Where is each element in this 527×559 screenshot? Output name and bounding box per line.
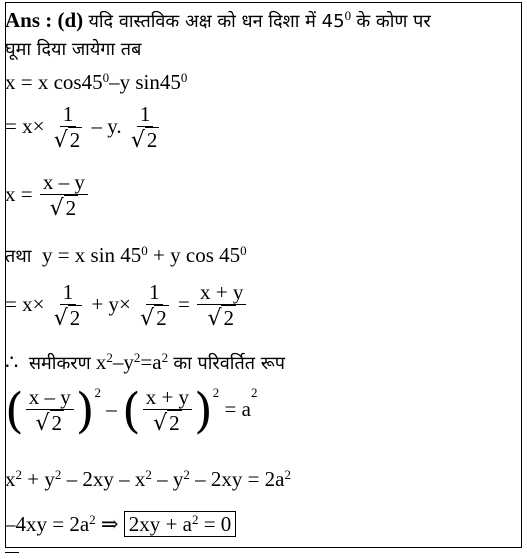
equation-8: $x^2 + y^2 - 2xy - x^2 - y^2 - 2xy = 2a^2$	[5, 467, 292, 491]
equation-5: = x× $\frac{1}{√2}$ + y× $\frac{1}{√2}$ = $\frac{x + y}{√2}$	[5, 280, 248, 332]
fraction: $\frac{x - y}{√2}$	[40, 170, 88, 222]
equation-3: x = $\frac{x - y}{√2}$	[5, 170, 90, 222]
fraction: $\frac{x - y}{√2}$	[26, 385, 74, 437]
equation-2: = x× $\frac{1}{√2}$ – y. $\frac{1}{√2}$	[5, 102, 163, 154]
equation-9: $-4xy = 2a^2$ ⇒ $2xy + a^2 = 0$	[5, 512, 236, 536]
ans-label: Ans : (d)	[5, 8, 84, 32]
equation-7: ( $\frac{x - y}{√2}$ )$^2$ – ( $\frac{x + y}{√2}$ )$^2 = a^2$	[5, 383, 258, 439]
fraction: $\frac{1}{√2}$	[140, 280, 167, 331]
line1-hindi: यदि वास्तविक अक्ष को धन दिशा में 45	[88, 11, 345, 32]
equation-6: ∴ समीकरण $x^2-y^2=a^2$ का परिवर्तित रूप	[5, 350, 285, 374]
answer-heading-line: Ans : (d) यदि वास्तविक अक्ष को धन दिशा में $45^0$ के कोण पर	[5, 8, 431, 32]
fraction: $\frac{1}{√2}$	[53, 280, 81, 331]
fraction: $\frac{x + y}{√2}$	[143, 385, 192, 437]
page-dash	[5, 549, 19, 553]
line2-hindi: घूमा दिया जायेगा तब	[5, 39, 142, 60]
line1-tail: के कोण पर	[356, 11, 431, 32]
equation-4: तथा y = x $\sin 45^0 + y$ $\cos 45^0$	[5, 243, 247, 267]
fraction: $\frac{1}{√2}$	[130, 102, 158, 153]
fraction: $\frac{1}{√2}$	[53, 102, 81, 153]
fraction: $\frac{x + y}{√2}$	[197, 280, 246, 332]
equation-1: x = x $\cos 45^0-y$ $\sin 45^0$	[5, 70, 188, 94]
boxed-result: $2xy + a^2 = 0$	[124, 511, 237, 537]
